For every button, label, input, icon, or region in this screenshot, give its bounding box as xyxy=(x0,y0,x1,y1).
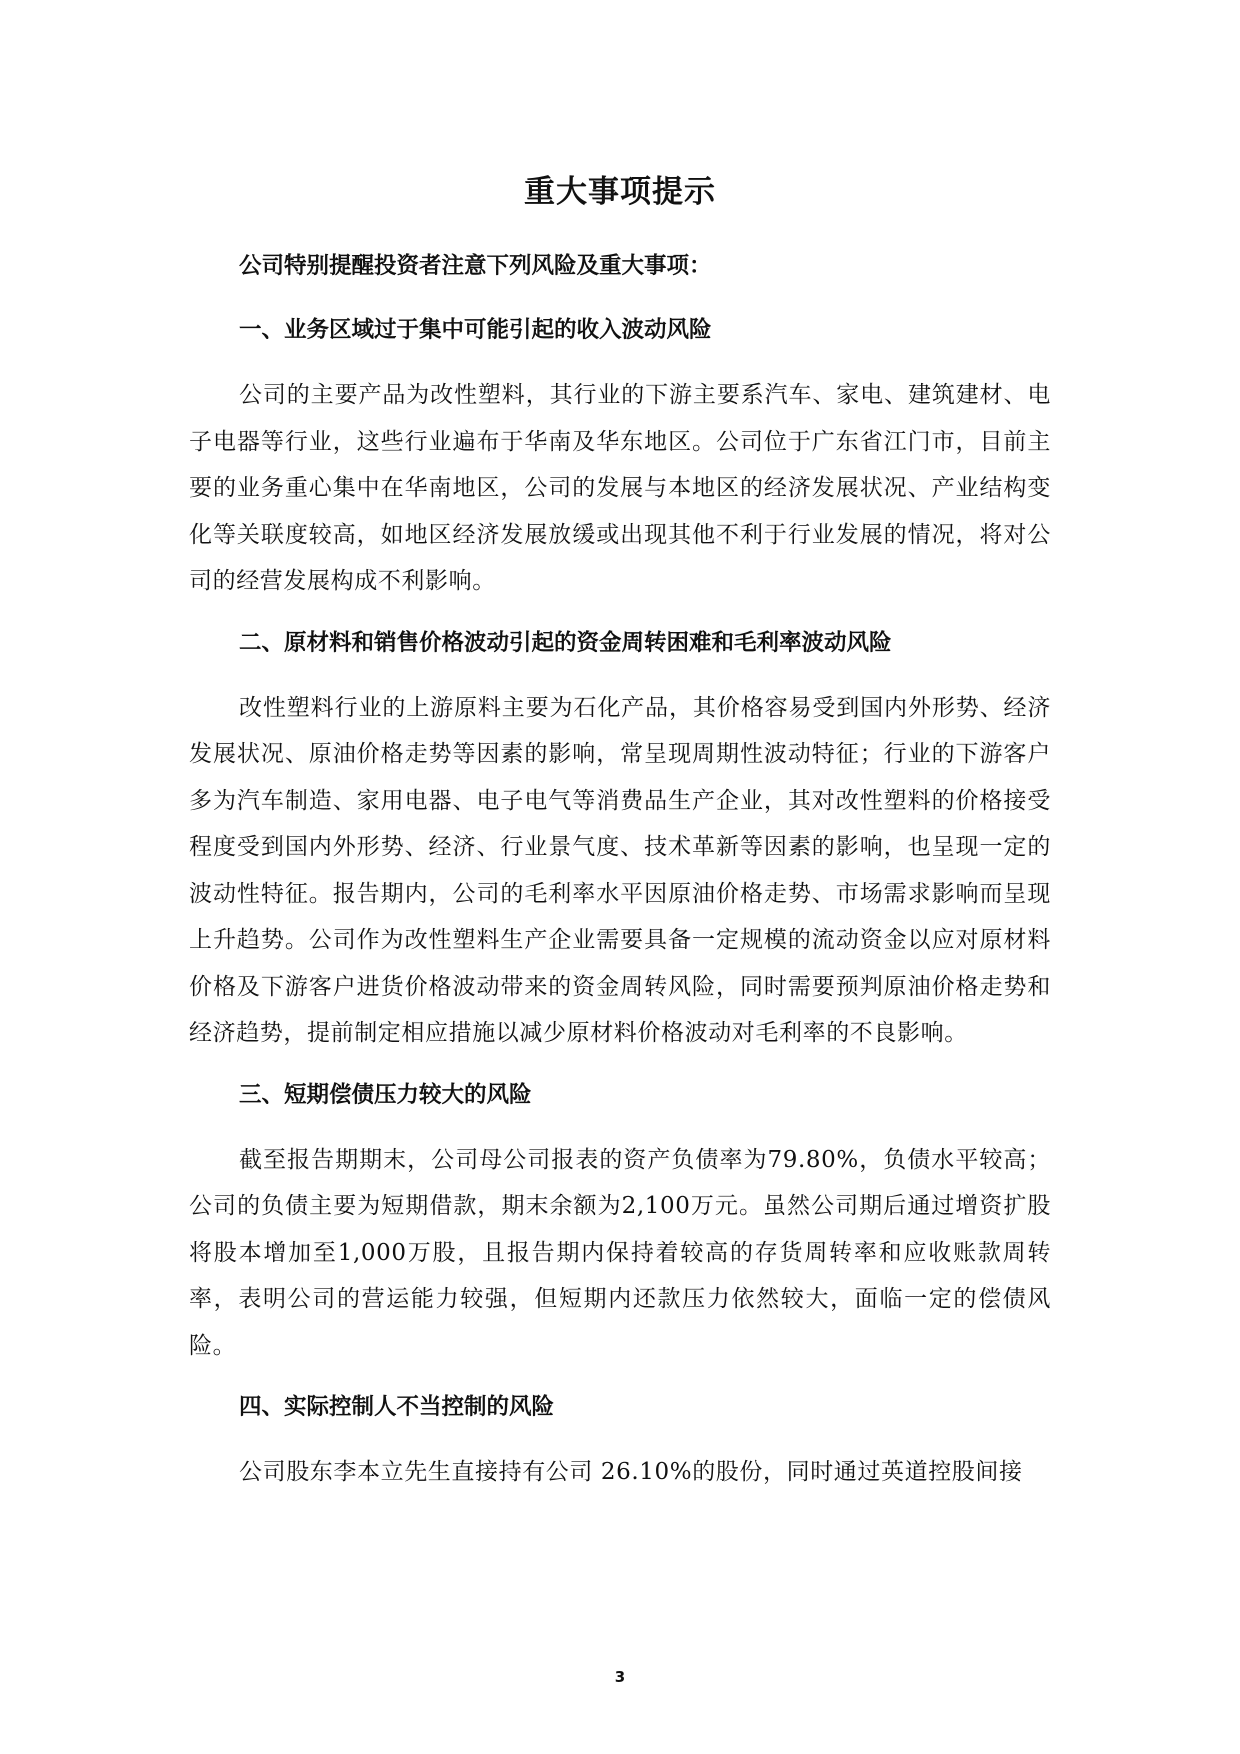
intro-statement: 公司特别提醒投资者注意下列风险及重大事项： xyxy=(239,253,712,280)
section-3 xyxy=(189,1077,1051,1370)
section-heading: 一、业务区域过于集中可能引起的收入波动风险 xyxy=(239,317,712,344)
page-title: 重大事项提示 xyxy=(524,174,716,210)
page-number: 3 xyxy=(614,1668,626,1686)
section-heading: 二、原材料和销售价格波动引起的资金周转困难和毛利率波动风险 xyxy=(239,629,892,656)
section-paragraph: 公司股东李本立先生直接持有公司 26.10%的股份，同时通过英道控股间接 xyxy=(239,1459,1023,1486)
section-paragraph: 公司的主要产品为改性塑料，其行业的下游主要系汽车、家电、建筑建材、电子电器等行业，这些行业遍布于华南及华东地区。公司位于广东省江门市，目前主要的业务重心集中在华南地区，公司的发展与本地区的经济发展状况、产业结构变化等关联度较高，如地区经济发展放缓或出现其他不利于行业发展的情况，将对公司的经营发展构成不利影响。 xyxy=(189,382,1051,595)
section-paragraph: 截至报告期期末，公司母公司报表的资产负债率为79.80%，负债水平较高；公司的负债主要为短期借款，期末余额为2,100万元。虽然公司期后通过增资扩股将股本增加至1,000万股，且报告期内保持着较高的存货周转率和应收账款周转率，表明公司的营运能力较强，但短期内还款压力依然较大，面临一定的偿债风险。 xyxy=(189,1146,1051,1359)
section-heading: 三、短期偿债压力较大的风险 xyxy=(239,1081,532,1108)
section-4 xyxy=(189,1389,1051,1496)
section-2 xyxy=(189,625,1051,1057)
section-heading: 四、实际控制人不当控制的风险 xyxy=(239,1394,555,1421)
page-content xyxy=(189,172,1051,1516)
section-paragraph: 改性塑料行业的上游原料主要为石化产品，其价格容易受到国内外形势、经济发展状况、原油价格走势等因素的影响，常呈现周期性波动特征；行业的下游客户多为汽车制造、家用电器、电子电气等消费品生产企业，其对改性塑料的价格接受程度受到国内外形势、经济、行业景气度、技术革新等因素的影响，也呈现一定的波动性特征。报告期内，公司的毛利率水平因原油价格走势、市场需求影响而呈现上升趋势。公司作为改性塑料生产企业需要具备一定规模的流动资金以应对原材料价格及下游客户进货价格波动带来的资金周转风险，同时需要预判原油价格走势和经济趋势，提前制定相应措施以减少原材料价格波动对毛利率的不良影响。 xyxy=(189,694,1051,1047)
section-1 xyxy=(189,312,1051,605)
